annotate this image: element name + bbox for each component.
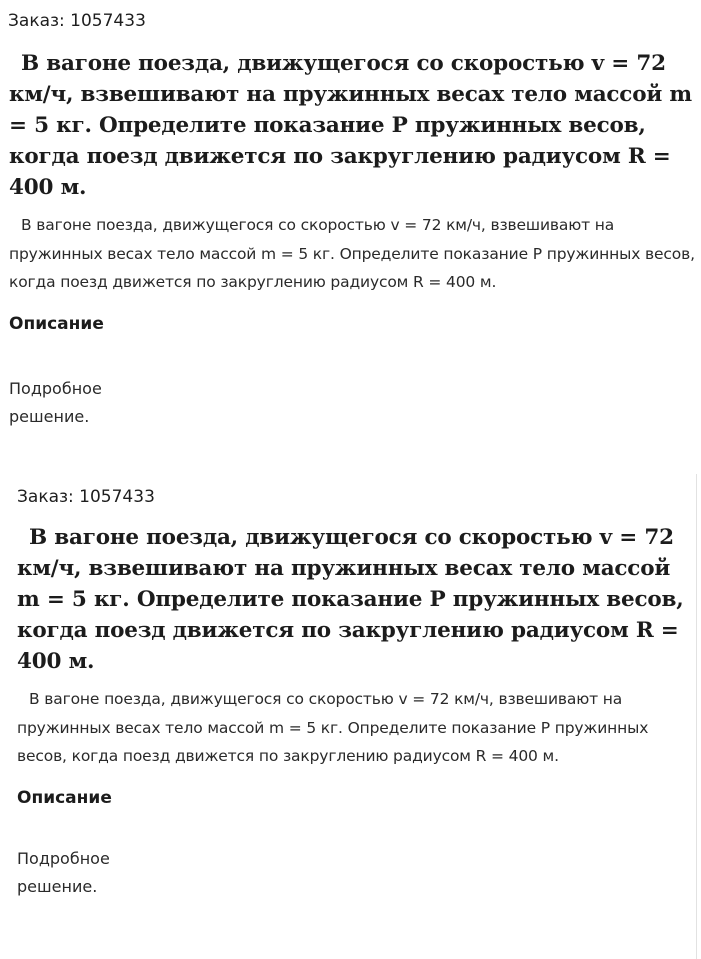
order-card — [0, 0, 701, 470]
order-number: Заказ: 1057433 — [8, 11, 146, 31]
order-card-duplicate — [12, 474, 697, 959]
description-text: Подробное решение. — [17, 848, 110, 896]
problem-heading-text: В вагоне поезда, движущегося со скоростью v = 72 км/ч, взвешивают на пружинных весах тело массой m = 5 кг. Определите показание P пружинных весов, когда поезд движется по закруглению радиусом R = 400 м. — [9, 51, 692, 200]
problem-heading-text: В вагоне поезда, движущегося со скоростью v = 72 км/ч, взвешивают на пружинных весах тело массой m = 5 кг. Определите показание P пружинных весов, когда поезд движется по закруглению радиусом R = 400 м. — [17, 525, 684, 674]
description-title: Описание — [17, 787, 112, 808]
problem-text — [0, 203, 701, 297]
order-number: Заказ: 1057433 — [17, 487, 155, 507]
problem-heading — [0, 32, 701, 203]
description-text: Подробное решение. — [9, 378, 102, 426]
problem-heading — [12, 508, 696, 677]
description-title: Описание — [9, 313, 104, 334]
problem-text-content: В вагоне поезда, движущегося со скоростью v = 72 км/ч, взвешивают на пружинных весах тело массой m = 5 кг. Определите показание P пружинных весов, когда поезд движется по закруглению радиусом R = 400 м. — [9, 216, 695, 291]
problem-text — [12, 677, 696, 771]
problem-text-content: В вагоне поезда, движущегося со скоростью v = 72 км/ч, взвешивают на пружинных весах тело массой m = 5 кг. Определите показание P пружинных весов, когда поезд движется по закруглению радиусом R = 400 м. — [17, 690, 649, 765]
